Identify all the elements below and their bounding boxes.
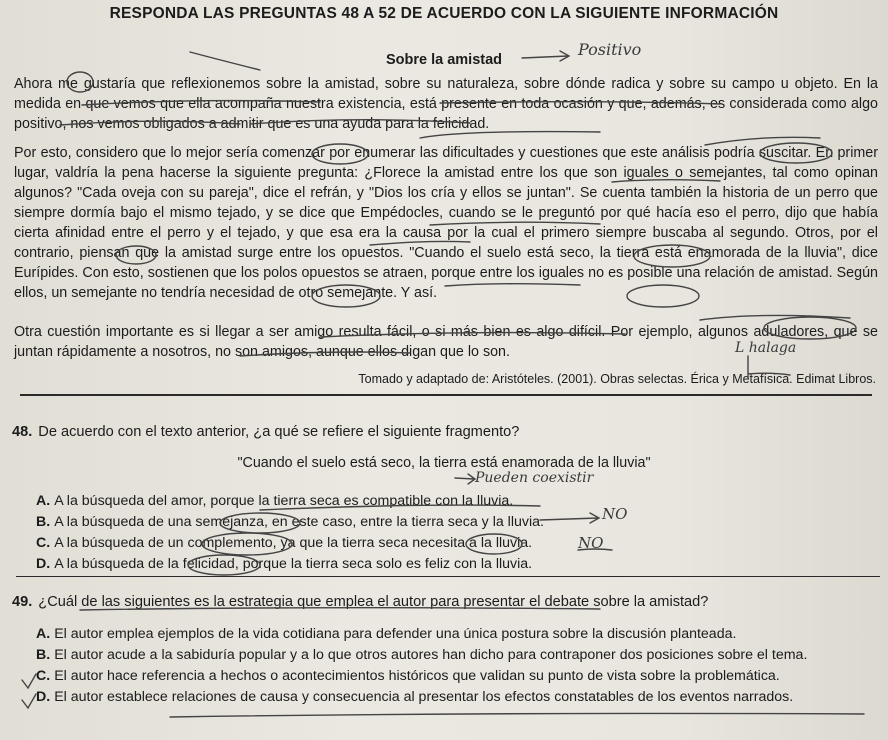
handwritten-note-pueden: Pueden coexistir <box>475 470 594 486</box>
question-number: 48. <box>12 424 33 440</box>
question-divider <box>16 576 880 577</box>
option-48-a[interactable] <box>36 493 513 509</box>
question-49 <box>12 594 708 610</box>
question-48-quote: "Cuando el suelo está seco, la tierra está enamorada de la lluvia" <box>237 455 651 471</box>
question-text: ¿Cuál de las siguientes es la estrategia que emplea el autor para presentar el debate sobre la amistad? <box>38 594 709 610</box>
reading-paragraph-3: Otra cuestión importante es si llegar a ser amigo resulta fácil, o si más bien es algo difícil. Por ejemplo, algunos aduladores, que se juntan rápidamente a nosotros, no son amigos, aunque ellos digan que lo son. <box>14 324 878 360</box>
reading-paragraph-2: Por esto, considero que lo mejor sería comenzar por enumerar las dificultades y cuestiones que este análisis podría suscitar. En primer lugar, valdría la pena hacerse la siguiente pregunta: ¿Florece la amistad entre los que son iguales o semejantes, tal como opinan algunos? "Cada oveja con su pareja", dice el refrán, y "Dios los cría y ellos se juntan". Se cuenta también la historia de un perro que siempre dormía bajo el mismo tejado, y se dice que Empédocles, cuando se le preguntó por qué hacía eso el perro, dijo que había cierta afinidad entre el perro y el tejado, y que esa era la causa por la cual el primero siempre buscaba al segundo. Otros, por el contrario, piensan que la amistad surge entre los opuestos. "Cuando el suelo está seco, la tierra está enamorada de la lluvia", dice Eurípides. Con esto, sostienen que los polos opuestos se atraen, porque entre los iguales no es posible una relación de amistad. Según ellos, un semejante no tendría necesidad de otro semejante. Y así. <box>14 145 878 301</box>
option-letter: A. <box>36 626 51 642</box>
option-text: El autor acude a la sabiduría popular y a lo que otros autores han dicho para contraponer dos posiciones sobre el tema. <box>54 647 808 663</box>
option-text: A la búsqueda de una semejanza, en este caso, entre la tierra seca y la lluvia. <box>54 514 544 530</box>
question-48 <box>12 424 519 440</box>
option-text: A la búsqueda del amor, porque la tierra seca es compatible con la lluvia. <box>54 493 514 509</box>
section-divider <box>20 394 872 396</box>
option-letter: B. <box>36 514 51 530</box>
option-letter: A. <box>36 493 51 509</box>
option-49-b[interactable] <box>36 647 807 663</box>
option-text: El autor establece relaciones de causa y consecuencia al presentar los efectos constatables de los eventos narrados. <box>54 689 794 705</box>
option-letter: D. <box>36 556 51 572</box>
reading-source: Tomado y adaptado de: Aristóteles. (2001). Obras selectas. Érica y Metafísica. Edimat Libros. <box>358 372 876 386</box>
handwritten-note-positivo: Positivo <box>578 40 642 59</box>
option-48-d[interactable] <box>36 556 532 572</box>
question-number: 49. <box>12 594 33 610</box>
option-text: El autor emplea ejemplos de la vida cotidiana para defender una única postura sobre la discusión planteada. <box>54 626 737 642</box>
option-letter: B. <box>36 647 51 663</box>
option-48-c[interactable] <box>36 535 532 551</box>
reading-paragraph-1: Ahora me gustaría que reflexionemos sobre la amistad, sobre su naturaleza, sobre dónde radica y sobre su campo u objeto. En la medida en que vemos que ella acompaña nuestra existencia, está presente en toda ocasión y que, además, es considerada como algo positivo, nos vemos obligados a admitir que es una ayuda para la felicidad. <box>14 76 878 132</box>
option-49-a[interactable] <box>36 626 736 642</box>
option-letter: C. <box>36 535 51 551</box>
option-text: El autor hace referencia a hechos o acontecimientos históricos que validan su punto de vista sobre la problemática. <box>54 668 780 684</box>
handwritten-note-halagan: L halaga <box>735 340 797 356</box>
instructions-header: RESPONDA LAS PREGUNTAS 48 A 52 DE ACUERDO CON LA SIGUIENTE INFORMACIÓN <box>109 5 779 22</box>
question-text: De acuerdo con el texto anterior, ¿a qué se refiere el siguiente fragmento? <box>38 424 520 440</box>
option-49-d[interactable] <box>36 689 793 705</box>
handwritten-note-no-b: NO <box>602 505 628 523</box>
option-text: A la búsqueda de un complemento, ya que la tierra seca necesita a la lluvia. <box>54 535 533 551</box>
handwritten-note-no-c: NO <box>578 534 604 552</box>
option-49-c[interactable] <box>36 668 780 684</box>
option-letter: C. <box>36 668 51 684</box>
option-letter: D. <box>36 689 51 705</box>
reading-title: Sobre la amistad <box>385 52 503 68</box>
option-text: A la búsqueda de la felicidad, porque la tierra seca solo es feliz con la lluvia. <box>54 556 533 572</box>
option-48-b[interactable] <box>36 514 544 530</box>
